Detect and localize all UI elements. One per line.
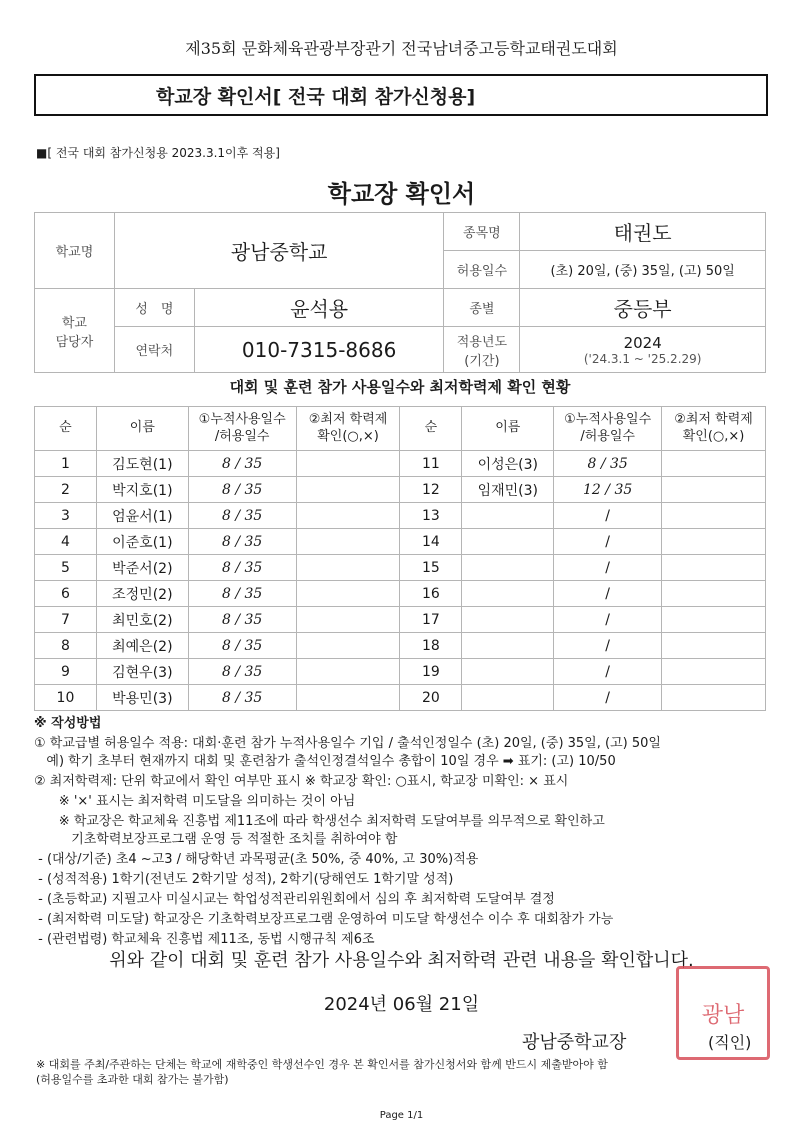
confirmation-statement: 위와 같이 대회 및 훈련 참가 사용일수와 최저학력 관련 내용을 확인합니다.: [109, 950, 694, 971]
academic-check: [662, 607, 766, 633]
student-name: 김도현(1): [96, 451, 188, 477]
row-no: 8: [35, 633, 97, 659]
col-days: ①누적사용일수 /허용일수: [554, 407, 662, 451]
table-row: [35, 633, 766, 659]
academic-check: [662, 633, 766, 659]
table-row: [35, 685, 766, 711]
event-title: 제35회 문화체육관광부장관기 전국남녀중고등학교태권도대회: [185, 39, 618, 58]
col-no: 순: [400, 407, 462, 451]
row-no: 17: [400, 607, 462, 633]
row-no: 2: [35, 477, 97, 503]
days-used: 8 / 35: [188, 685, 296, 711]
academic-check: [296, 503, 400, 529]
student-name: 엄윤서(1): [96, 503, 188, 529]
row-no: 14: [400, 529, 462, 555]
page-number: Page 1/1: [379, 1110, 424, 1121]
student-name: [462, 607, 554, 633]
student-name: 박지호(1): [96, 477, 188, 503]
days-used: 8 / 35: [188, 581, 296, 607]
year-period: ('24.3.1 ~ '25.2.29): [583, 351, 702, 366]
student-name: [462, 633, 554, 659]
school-name: 광남중학교: [114, 213, 444, 289]
academic-check: [296, 659, 400, 685]
row-no: 9: [35, 659, 97, 685]
name-label: 성 명: [114, 289, 194, 327]
row-no: 1: [35, 451, 97, 477]
days-used: /: [554, 503, 662, 529]
student-name: 최예은(2): [96, 633, 188, 659]
box-title-text: 학교장 확인서[ 전국 대회 참가신청용]: [156, 85, 476, 108]
table-row: [35, 529, 766, 555]
student-name: 김현우(3): [96, 659, 188, 685]
seal-text: 광남: [701, 1002, 745, 1028]
days-used: 8 / 35: [188, 503, 296, 529]
table-row: [35, 555, 766, 581]
row-no: 15: [400, 555, 462, 581]
academic-check: [296, 477, 400, 503]
manager-label: 학교 담당자: [35, 289, 115, 373]
table-row: [35, 659, 766, 685]
academic-check: [296, 685, 400, 711]
student-name: [462, 581, 554, 607]
guide-line: ※ '×' 표시는 최저학력 미도달을 의미하는 것이 아님: [34, 794, 356, 809]
academic-check: [296, 633, 400, 659]
row-no: 10: [35, 685, 97, 711]
days-used: /: [554, 581, 662, 607]
guide-line: - (성적적용) 1학기(전년도 2학기말 성적), 2학기(당해연도 1학기말 성적): [34, 872, 454, 887]
student-name: 이준호(1): [96, 529, 188, 555]
guide-line: ① 학교급별 허용일수 적용: 대회·훈련 참가 누적사용일수 기입 / 출석인정일수 (초) 20일, (중) 35일, (고) 50일: [34, 736, 661, 751]
days-used: 8 / 35: [188, 659, 296, 685]
student-name: [462, 659, 554, 685]
days-used: 8 / 35: [188, 633, 296, 659]
row-no: 7: [35, 607, 97, 633]
guide-line: ※ 학교장은 학교체육 진흥법 제11조에 따라 학생선수 최저학력 도달여부를 의무적으로 확인하고: [34, 814, 605, 829]
notice-label: ■[ 전국 대회 참가신청용 2023.3.1이후 적용]: [36, 146, 280, 160]
event-name: 태권도: [520, 213, 766, 251]
guide-line: - (관련법령) 학교체육 진흥법 제11조, 동법 시행규칙 제6조: [34, 932, 375, 947]
student-name: 박준서(2): [96, 555, 188, 581]
event-label: 종목명: [444, 213, 520, 251]
col-academic: ②최저 학력제 확인(○,×): [296, 407, 400, 451]
academic-check: [662, 581, 766, 607]
row-no: 19: [400, 659, 462, 685]
days-used: 12 / 35: [554, 477, 662, 503]
academic-check: [296, 607, 400, 633]
days-used: /: [554, 685, 662, 711]
days-used: /: [554, 555, 662, 581]
table-row: [35, 503, 766, 529]
days-used: 8 / 35: [188, 477, 296, 503]
contact-value: 010-7315-8686: [194, 327, 444, 373]
row-no: 3: [35, 503, 97, 529]
student-name: [462, 555, 554, 581]
student-name: [462, 685, 554, 711]
days-used: 8 / 35: [188, 529, 296, 555]
academic-check: [662, 529, 766, 555]
academic-check: [296, 581, 400, 607]
student-name: 최민호(2): [96, 607, 188, 633]
category-value: 중등부: [520, 289, 766, 327]
academic-check: [662, 451, 766, 477]
academic-check: [662, 477, 766, 503]
days-used: 8 / 35: [188, 607, 296, 633]
col-days: ①누적사용일수 /허용일수: [188, 407, 296, 451]
academic-check: [662, 659, 766, 685]
row-no: 18: [400, 633, 462, 659]
year-value: 2024: [623, 333, 662, 352]
table-row: [35, 451, 766, 477]
roster-table: [34, 406, 766, 711]
academic-check: [662, 555, 766, 581]
row-no: 5: [35, 555, 97, 581]
info-table: [34, 212, 766, 373]
section-title: 대회 및 훈련 참가 사용일수와 최저학력제 확인 현황: [229, 378, 571, 396]
days-used: 8 / 35: [188, 555, 296, 581]
seal-note: (직인): [708, 1033, 752, 1052]
guide-line: - (최저학력 미도달) 학교장은 기초학력보장프로그램 운영하여 미도달 학생선수 이수 후 대회참가 가능: [34, 912, 614, 927]
category-label: 종별: [444, 289, 520, 327]
guide-line: ② 최저학력제: 단위 학교에서 확인 여부만 표시 ※ 학교장 확인: ○표시, 학교장 미확인: × 표시: [34, 774, 569, 789]
student-name: [462, 529, 554, 555]
days-used: /: [554, 529, 662, 555]
year-label: 적용년도 (기간): [444, 327, 520, 373]
year-cell: [520, 327, 766, 373]
days-used: /: [554, 659, 662, 685]
academic-check: [296, 555, 400, 581]
days-used: 8 / 35: [188, 451, 296, 477]
days-used: 8 / 35: [554, 451, 662, 477]
col-name: 이름: [96, 407, 188, 451]
row-no: 6: [35, 581, 97, 607]
academic-check: [296, 529, 400, 555]
table-row: [35, 607, 766, 633]
student-name: 조정민(2): [96, 581, 188, 607]
row-no: 16: [400, 581, 462, 607]
footer-note: ※ 대회를 주최/주관하는 단체는 학교에 재학중인 학생선수인 경우 본 확인서를 참가신청서와 함께 반드시 제출받아야 함 (허용일수를 초과한 대회 참가는 불가함): [36, 1058, 608, 1086]
row-no: 12: [400, 477, 462, 503]
table-row: [35, 581, 766, 607]
col-name: 이름: [462, 407, 554, 451]
principal-name: 광남중학교장: [522, 1032, 627, 1053]
table-row: [35, 477, 766, 503]
allowed-days: (초) 20일, (중) 35일, (고) 50일: [520, 251, 766, 289]
row-no: 20: [400, 685, 462, 711]
days-used: /: [554, 633, 662, 659]
guide-line: - (대상/기준) 초4 ~고3 / 해당학년 과목평균(초 50%, 중 40%, 고 30%)적용: [34, 852, 479, 867]
col-no: 순: [35, 407, 97, 451]
row-no: 4: [35, 529, 97, 555]
student-name: 박용민(3): [96, 685, 188, 711]
row-no: 11: [400, 451, 462, 477]
guide-line: 기초학력보장프로그램 운영 등 적절한 조치를 취하여야 함: [34, 832, 398, 847]
document-box-title: [34, 74, 768, 116]
student-name: 임재민(3): [462, 477, 554, 503]
col-academic: ②최저 학력제 확인(○,×): [662, 407, 766, 451]
academic-check: [662, 503, 766, 529]
student-name: 이성은(3): [462, 451, 554, 477]
guide-line: 예) 학기 초부터 현재까지 대회 및 훈련참가 출석인정결석일수 총합이 10일 경우 ➡ 표기: (고) 10/50: [34, 754, 616, 769]
guide-line: - (초등학교) 지필고사 미실시교는 학업성적관리위원회에서 심의 후 최저학력 도달여부 결정: [34, 892, 555, 907]
document-date: 2024년 06월 21일: [323, 994, 480, 1015]
contact-label: 연락처: [114, 327, 194, 373]
academic-check: [296, 451, 400, 477]
row-no: 13: [400, 503, 462, 529]
page-title: 학교장 확인서: [327, 180, 476, 208]
manager-name: 윤석용: [194, 289, 444, 327]
guide-heading: ※ 작성방법: [34, 716, 102, 731]
allowed-days-label: 허용일수: [444, 251, 520, 289]
student-name: [462, 503, 554, 529]
academic-check: [662, 685, 766, 711]
days-used: /: [554, 607, 662, 633]
school-label: 학교명: [35, 213, 115, 289]
